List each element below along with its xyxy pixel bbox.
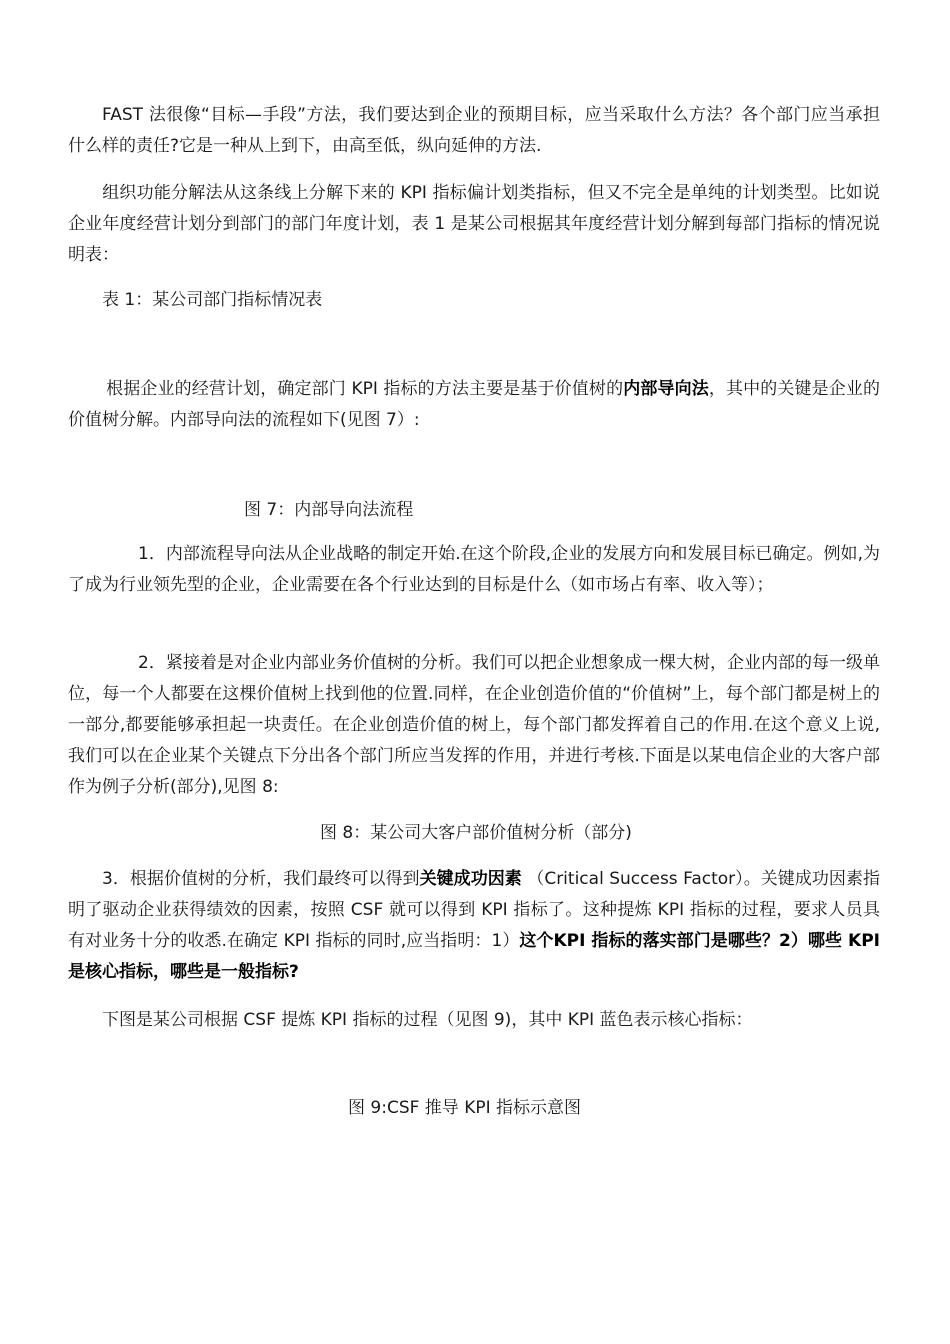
paragraph-function-decomposition xyxy=(68,178,880,271)
figure8-caption: 图 8：某公司大客户部价值树分析（部分) xyxy=(320,823,632,843)
list-item-3-text-middle: （Critical Success Factor）。关键成功因素指明了驱动企业获得绩效的因素，按照 CSF 就可以得到 KPI 指标了。这种提炼 KPI 指标的过程，要求人员具有对业务十分的收悉.在确定 KPI 指标的同时,应当指明：1） xyxy=(68,869,881,951)
csf-emphasis: 关键成功因素 xyxy=(419,869,522,889)
figure7-caption: 图 7：内部导向法流程 xyxy=(244,500,414,520)
figure9-caption: 图 9:CSF 推导 KPI 指标示意图 xyxy=(348,1098,582,1118)
paragraph-csf-process-text: 下图是某公司根据 CSF 提炼 KPI 指标的过程（见图 9)，其中 KPI 蓝色表示核心指标： xyxy=(102,1010,753,1030)
paragraph-value-tree-text: 根据企业的经营计划，确定部门 KPI 指标的方法主要是基于价值树的 xyxy=(106,379,624,399)
table1-caption-text: 表 1：某公司部门指标情况表 xyxy=(102,290,323,310)
paragraph-value-tree xyxy=(68,374,880,436)
paragraph-csf-process xyxy=(68,1005,880,1036)
kpi-questions-emphasis: 这个KPI 指标的落实部门是哪些？2）哪些 KPI 是核心指标，哪些是一般指标? xyxy=(68,931,880,982)
list-item-3 xyxy=(68,864,880,988)
list-item-1-text: 1．内部流程导向法从企业战略的制定开始.在这个阶段,企业的发展方向和发展目标已确定。例如,为了成为行业领先型的企业，企业需要在各个行业达到的目标是什么（如市场占有率、收入等）； xyxy=(68,544,880,595)
paragraph-value-tree-text-end: ，其中的关键是企业的价值树分解。内部导向法的流程如下(见图 7）: xyxy=(68,379,880,430)
table1-caption xyxy=(68,285,880,316)
paragraph-fast-method xyxy=(68,100,880,162)
list-item-1 xyxy=(68,539,880,601)
paragraph-function-decomposition-text: 组织功能分解法从这条线上分解下来的 KPI 指标偏计划类指标，但又不完全是单纯的计划类型。比如说企业年度经营计划分到部门的部门年度计划，表 1 是某公司根据其年度经营计划分解到每部门指标的情况说明表： xyxy=(68,183,880,265)
list-item-3-text: 3．根据价值树的分析，我们最终可以得到 xyxy=(102,869,420,889)
list-item-2 xyxy=(68,648,880,803)
list-item-2-text: 2．紧接着是对企业内部业务价值树的分析。我们可以把企业想象成一棵大树，企业内部的每一级单位，每一个人都要在这棵价值树上找到他的位置.同样，在企业创造价值的“价值树”上，每个部门都是树上的一部分,都要能够承担起一块责任。在企业创造价值的树上，每个部门都发挥着自己的作用.在这个意义上说,我们可以在企业某个关键点下分出各个部门所应当发挥的作用，并进行考核.下面是以某电信企业的大客户部作为例子分析(部分),见图 8: xyxy=(68,653,880,797)
internal-orientation-emphasis: 内部导向法 xyxy=(623,379,709,399)
paragraph-fast-method-text: FAST 法很像“目标—手段”方法，我们要达到企业的预期目标，应当采取什么方法？各个部门应当承担什么样的责任?它是一种从上到下，由高至低，纵向延伸的方法. xyxy=(68,105,880,156)
